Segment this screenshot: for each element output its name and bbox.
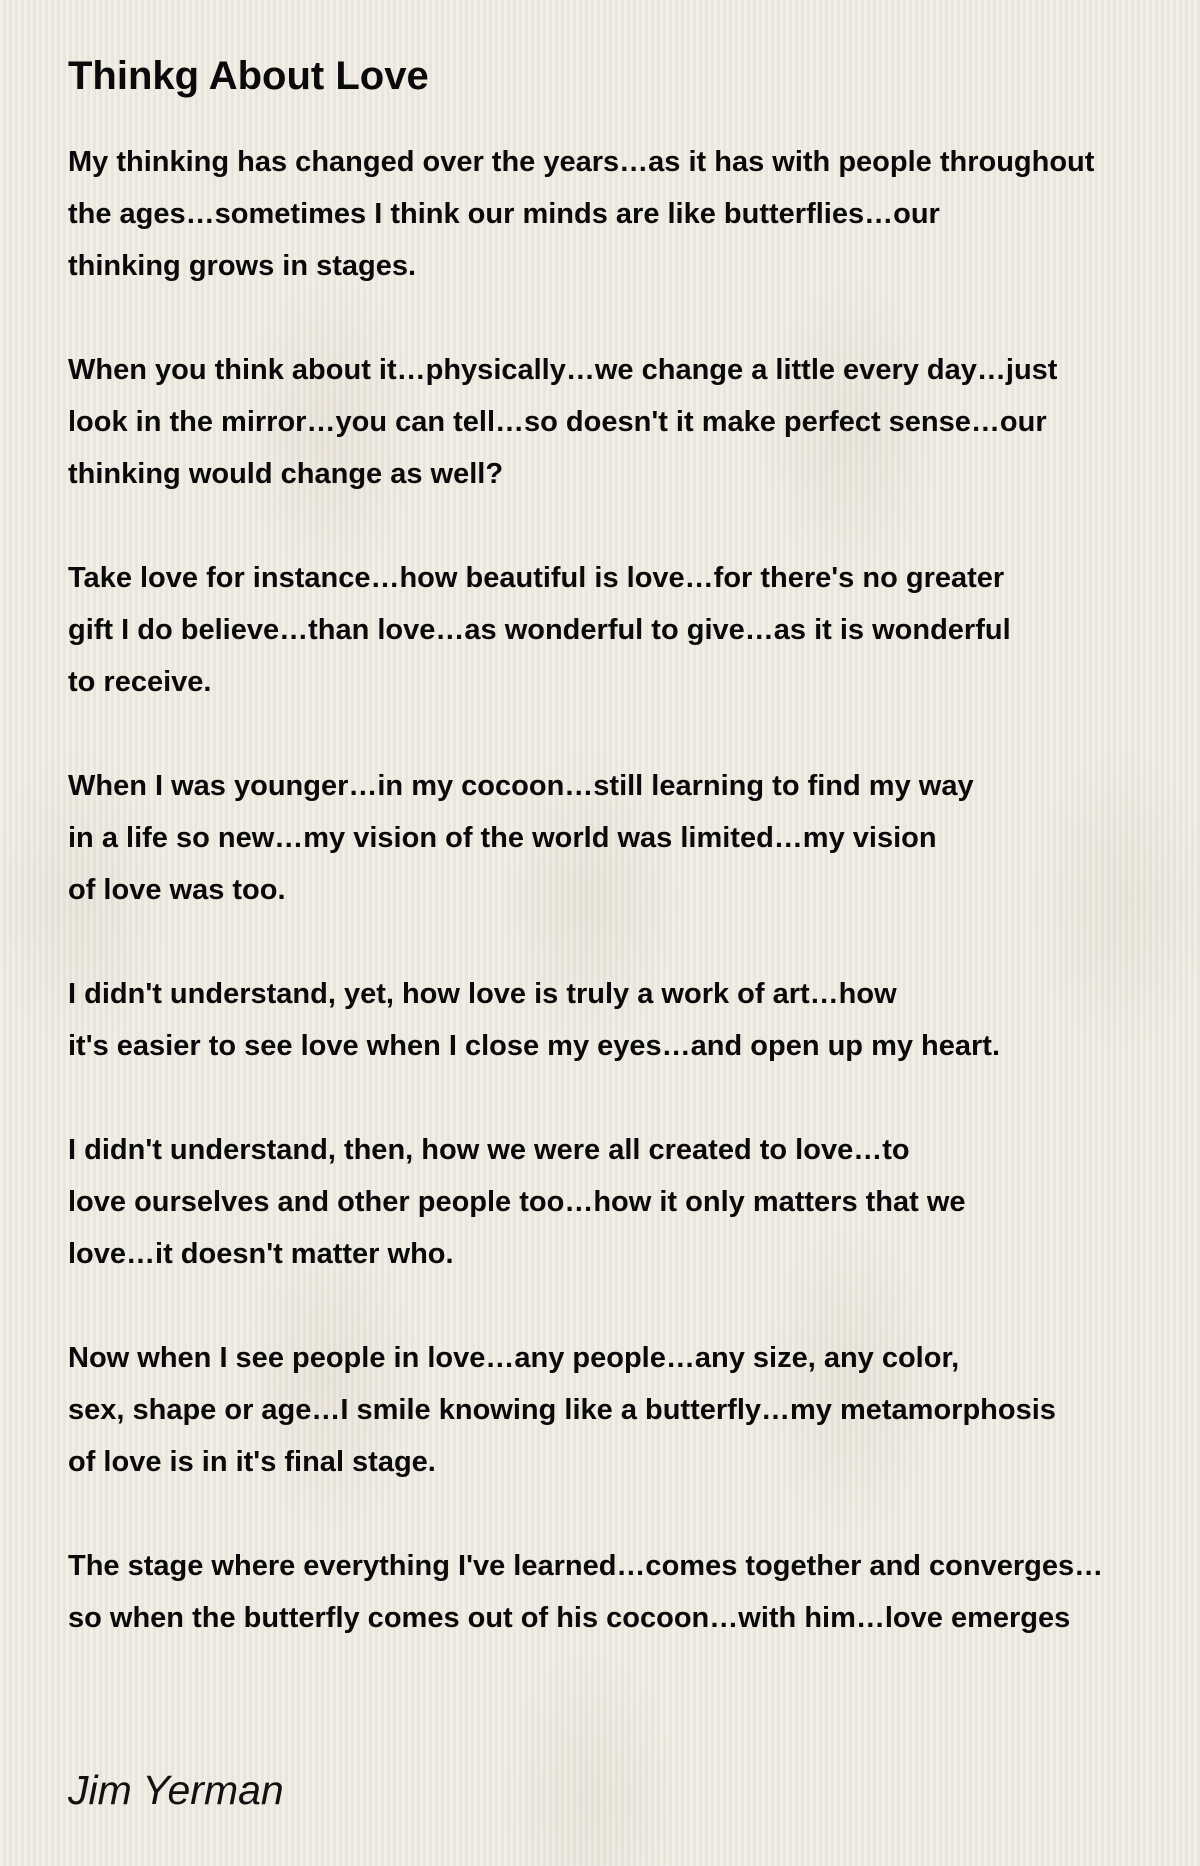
- poem-line: When I was younger…in my cocoon…still learning to find my way: [68, 770, 974, 802]
- poem-line: gift I do believe…than love…as wonderful to give…as it is wonderful: [68, 614, 1011, 646]
- poem-card: [68, 46, 1200, 1866]
- poem-line: When you think about it…physically…we change a little every day…just: [68, 354, 1058, 386]
- poem-stanza: [68, 968, 1200, 1072]
- poem-stanza: [68, 1332, 1200, 1488]
- poem-stanza: [68, 1124, 1200, 1280]
- poem-line: Take love for instance…how beautiful is love…for there's no greater: [68, 562, 1005, 594]
- poem-line: sex, shape or age…I smile knowing like a butterfly…my metamorphosis: [68, 1394, 1056, 1426]
- poem-line: love ourselves and other people too…how it only matters that we: [68, 1186, 966, 1218]
- poem-line: The stage where everything I've learned…comes together and converges…: [68, 1550, 1104, 1582]
- poem-title: Thinkg About Love: [68, 54, 429, 98]
- poem-line: I didn't understand, yet, how love is truly a work of art…how: [68, 978, 897, 1010]
- poem-line: of love is in it's final stage.: [68, 1446, 436, 1478]
- poem-stanza: [68, 136, 1200, 292]
- poem-line: Now when I see people in love…any people…any size, any color,: [68, 1342, 960, 1374]
- poem-stanza: [68, 760, 1200, 916]
- poem-line: to receive.: [68, 666, 212, 698]
- poem-line: look in the mirror…you can tell…so doesn't it make perfect sense…our: [68, 406, 1047, 438]
- poem-stanza: [68, 552, 1200, 708]
- poem-line: I didn't understand, then, how we were all created to love…to: [68, 1134, 910, 1166]
- poem-line: thinking grows in stages.: [68, 250, 417, 282]
- poem-stanza: [68, 344, 1200, 500]
- poem-body: [68, 136, 1200, 1644]
- poem-line: My thinking has changed over the years…as it has with people throughout: [68, 146, 1095, 178]
- poem-line: so when the butterfly comes out of his cocoon…with him…love emerges: [68, 1602, 1071, 1634]
- poem-stanza: [68, 1540, 1200, 1644]
- poem-line: love…it doesn't matter who.: [68, 1238, 454, 1270]
- poem-line: thinking would change as well?: [68, 458, 504, 490]
- poem-line: it's easier to see love when I close my eyes…and open up my heart.: [68, 1030, 1001, 1062]
- poem-line: in a life so new…my vision of the world was limited…my vision: [68, 822, 937, 854]
- poem-line: the ages…sometimes I think our minds are like butterflies…our: [68, 198, 940, 230]
- poem-line: of love was too.: [68, 874, 286, 906]
- poem-author: Jim Yerman: [68, 1767, 284, 1813]
